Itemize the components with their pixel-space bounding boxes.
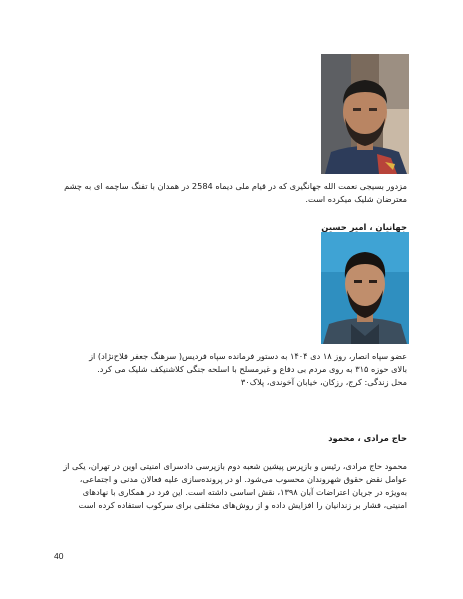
entry3-body-line-2: عوامل نقض حقوق شهروندان محسوب می‌شود. او در پرونده‌سازی علیه فعالان مدنی و اجتماعی، (79, 474, 407, 484)
entry1-caption-line-2: معترضان شلیک میکرده است. (305, 194, 407, 204)
entry1-caption-line-1: مزدور بسیجی نعمت الله جهانگیری که در قیام ملی دیماه 2584 در همدان با تفنگ ساچمه ای به چشم (64, 181, 407, 191)
entry2-body-line-3: محل زندگی: کرج، رزکان، خیابان آخوندی، پلاک۳۰ (240, 377, 407, 387)
entry2-body-line-2: بالای حوزه ۳۱۵ به روی مردم بی دفاع و غیرمسلح با اسلحه جنگی کلاشنیکف شلیک می کرد. (97, 364, 407, 374)
entry3-body (63, 460, 407, 512)
entry3-body-line-1: محمود حاج مرادی، رئیس و بازپرس پیشین شعبه دوم بازپرسی دادسرای امنیتی اوین در تهران، یکی از (63, 461, 407, 471)
entry2-body (89, 350, 407, 389)
entry1-caption (64, 180, 407, 206)
entry3-heading: حاج مرادی ، محمود (328, 433, 407, 443)
entry2-heading: جهانیان ، امیر حسین (321, 222, 407, 232)
portrait-photo-1 (321, 54, 409, 174)
portrait-photo-2 (321, 232, 409, 344)
entry3-body-line-3: به‌ویژه در جریان اعتراضات آبان ۱۳۹۸، نقش اساسی داشته است. این فرد در همکاری با نهادهای (82, 487, 407, 497)
page-number: 40 (54, 551, 64, 561)
entry2-body-line-1: عضو سپاه انصار، روز ۱۸ دی ۱۴۰۴ به دستور فرمانده سپاه فردیس( سرهنگ جعفر فلاح‌نژاد) از (89, 351, 407, 361)
entry3-body-line-4: امنیتی، فشار بر زندانیان را افزایش داده و از روش‌های مختلفی برای سرکوب استفاده کرده است (78, 500, 407, 510)
